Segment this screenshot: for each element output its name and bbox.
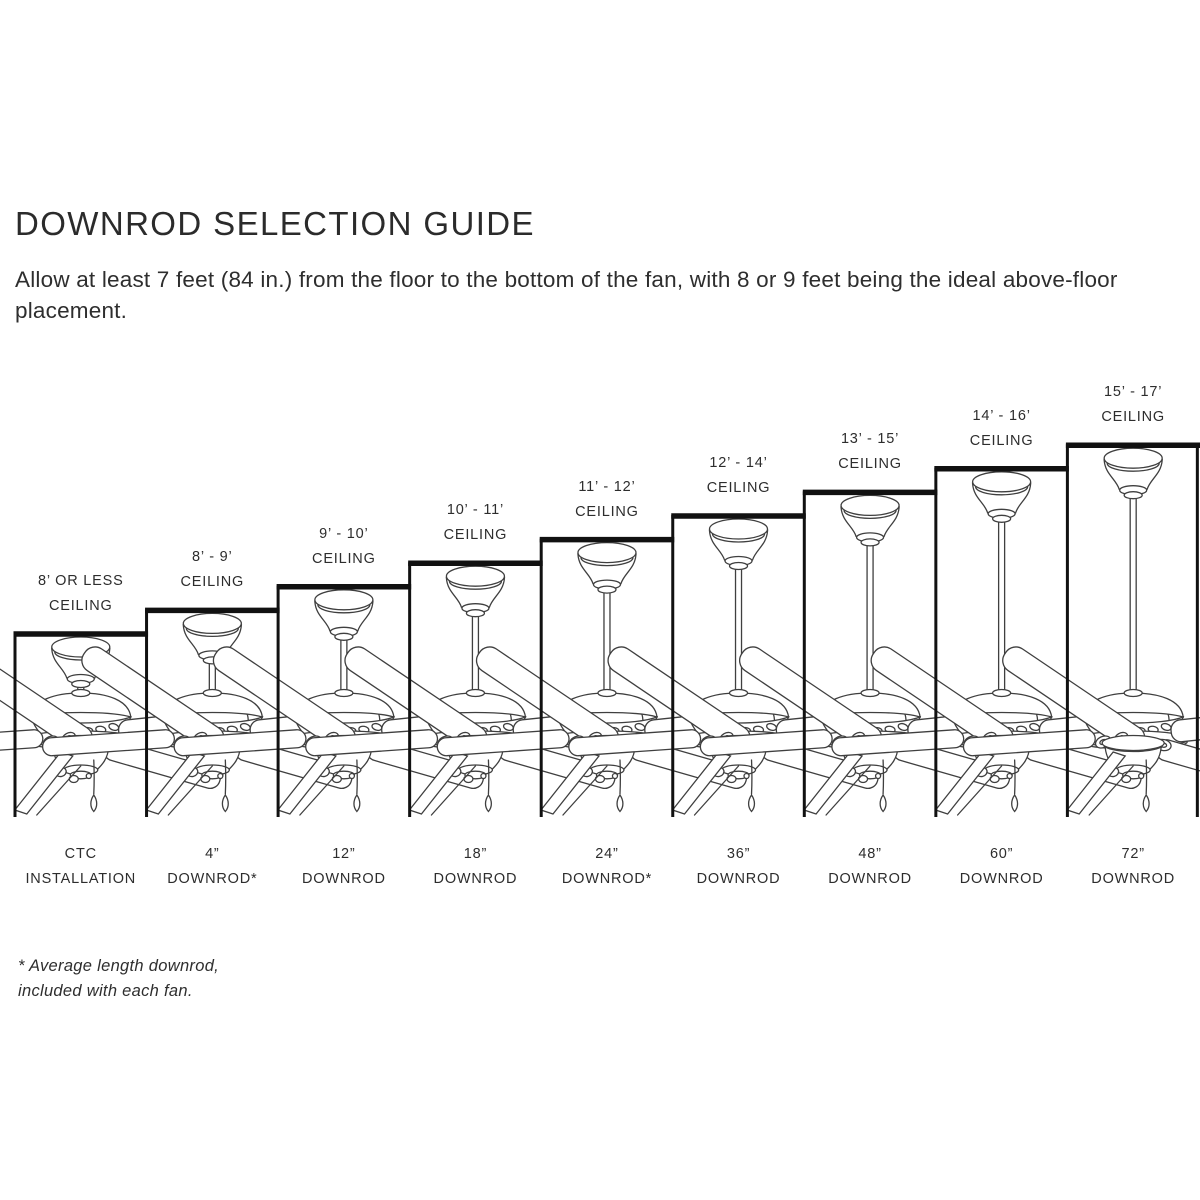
ceiling-range-line-1: 11’ - 12’ bbox=[578, 478, 636, 495]
ceiling-range-line-1: 9’ - 10’ bbox=[319, 525, 369, 542]
ceiling-range-line-1: 12’ - 14’ bbox=[709, 455, 768, 471]
ceiling-range-line-2: CEILING bbox=[312, 550, 376, 567]
downrod-size-label bbox=[278, 842, 410, 892]
downrod-size-label bbox=[410, 842, 542, 892]
page-title: DOWNROD SELECTION GUIDE bbox=[15, 205, 535, 242]
ceiling-range-line-2: CEILING bbox=[48, 598, 113, 614]
subtitle-line-1: Allow at least 7 feet (84 in.) from the floor to the bottom of the fan, with 8 or 9 feet being the ideal bbox=[15, 267, 997, 292]
ceiling-range-line-1: 13’ - 15’ bbox=[840, 431, 900, 448]
ceiling-range-line-2: CEILING bbox=[706, 480, 771, 496]
downrod-size-line-2: INSTALLATION bbox=[25, 871, 137, 887]
ceiling-range-label bbox=[278, 522, 410, 572]
downrod-size-label bbox=[936, 842, 1068, 892]
ceiling-range-line-1: 10’ - 11’ bbox=[446, 502, 504, 519]
downrod-size-line-1: CTC bbox=[64, 846, 97, 862]
downrod-size-label bbox=[673, 842, 805, 892]
downrod-size-line-2: DOWNROD* bbox=[167, 871, 258, 887]
downrod-size-line-2: DOWNROD bbox=[302, 871, 386, 887]
downrod-size-label bbox=[1067, 842, 1199, 892]
downrod-size-line-2: DOWNROD bbox=[1091, 871, 1176, 887]
downrod-size-label bbox=[804, 842, 936, 892]
ceiling-range-line-1: 14’ - 16’ bbox=[972, 407, 1031, 424]
downrod-size-line-1: 48” bbox=[858, 846, 882, 862]
downrod-size-line-1: 72” bbox=[1121, 846, 1145, 862]
downrod-size-line-2: DOWNROD bbox=[433, 871, 518, 887]
ceiling-range-line-2: CEILING bbox=[838, 456, 902, 473]
ceiling-range-line-2: CEILING bbox=[1101, 409, 1165, 426]
downrod-size-line-1: 36” bbox=[726, 846, 751, 862]
ceiling-range-line-2: CEILING bbox=[969, 432, 1034, 449]
footnote bbox=[18, 954, 219, 1004]
ceiling-range-line-1: 15’ - 17’ bbox=[1104, 384, 1163, 401]
ceiling-range-line-2: CEILING bbox=[575, 503, 639, 520]
footnote-line-1: * Average length downrod, bbox=[18, 957, 220, 975]
ceiling-range-label bbox=[15, 569, 147, 619]
subtitle-line-2: above-floor placement. bbox=[15, 267, 1118, 323]
footnote-line-2: included with each fan. bbox=[18, 982, 193, 1000]
downrod-size-line-1: 18” bbox=[463, 846, 488, 862]
downrod-size-label bbox=[541, 842, 673, 892]
ceiling-range-line-2: CEILING bbox=[443, 527, 508, 544]
downrod-size-line-1: 60” bbox=[989, 846, 1014, 862]
ceiling-range-line-1: 8’ - 9’ bbox=[192, 549, 233, 566]
downrod-size-line-2: DOWNROD* bbox=[561, 871, 653, 887]
ceiling-range-label bbox=[936, 404, 1068, 454]
downrod-size-label bbox=[15, 842, 147, 892]
downrod-size-line-1: 4” bbox=[205, 846, 220, 862]
ceiling-range-label bbox=[673, 451, 805, 501]
downrod-size-line-2: DOWNROD bbox=[696, 871, 781, 887]
ceiling-range-line-1: 8’ OR LESS bbox=[37, 573, 124, 589]
downrod-size-line-1: 24” bbox=[595, 846, 619, 862]
downrod-size-line-2: DOWNROD bbox=[959, 871, 1044, 887]
ceiling-range-line-2: CEILING bbox=[180, 574, 245, 591]
ceiling-range-label bbox=[1067, 380, 1199, 430]
ceiling-range-label bbox=[541, 475, 673, 525]
downrod-size-label bbox=[147, 842, 279, 892]
ceiling-range-label bbox=[804, 427, 936, 477]
ceiling-range-label bbox=[147, 545, 279, 595]
downrod-size-line-1: 12” bbox=[332, 846, 356, 862]
ceiling-range-label bbox=[410, 498, 542, 548]
downrod-size-line-2: DOWNROD bbox=[828, 871, 912, 887]
